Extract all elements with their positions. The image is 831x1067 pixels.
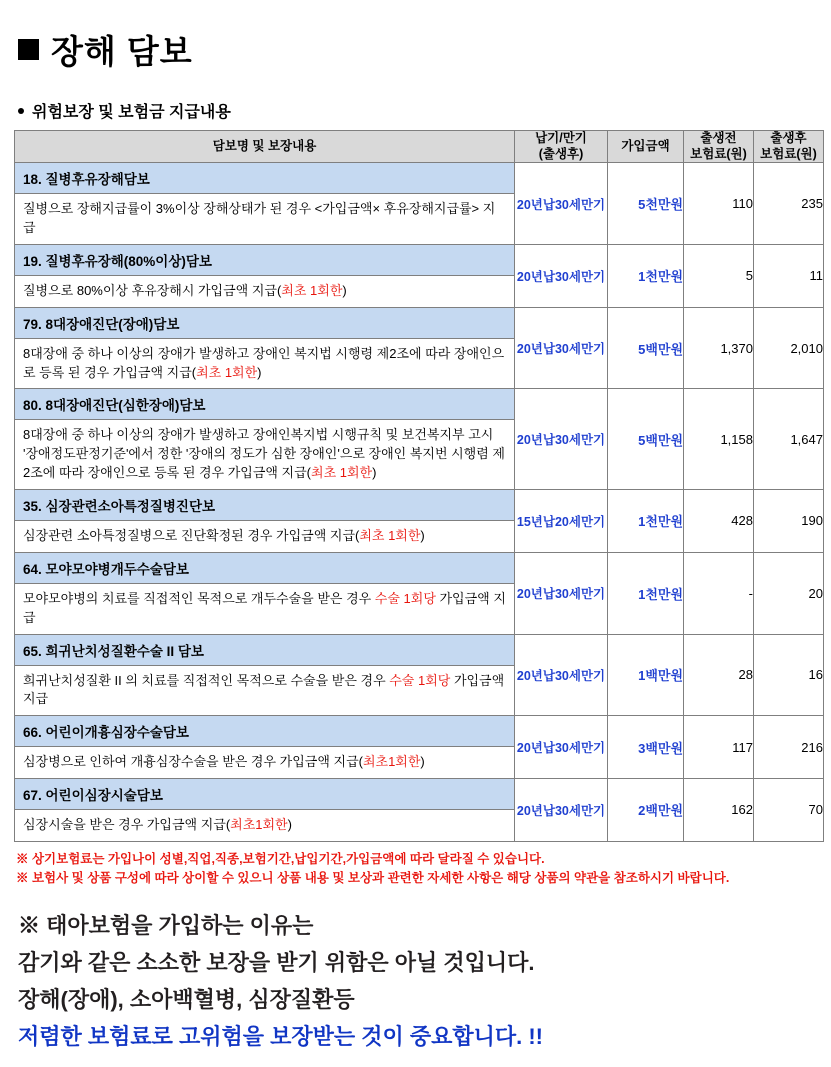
col-header-term-line2: (출생후) [538,146,584,161]
premium-post-birth: 70 [754,779,824,842]
premium-pre-birth: - [684,552,754,634]
table-row [15,552,824,583]
table-row [15,307,824,338]
coverage-amount: 5백만원 [608,389,684,490]
section-subtitle [18,99,823,122]
coverage-description: 심장병으로 인하여 개흉심장수술을 받은 경우 가입금액 지급(최초1회한) [15,747,515,779]
table-header-row [15,131,824,163]
coverage-description-highlight: 수술 1회당 [389,672,451,688]
coverage-description-highlight: 최초 1회한 [359,528,421,543]
col-header-post-line2: 보험료(원) [760,146,817,161]
coverage-description: 심장시술을 받은 경우 가입금액 지급(최초1회한) [15,810,515,842]
coverage-amount: 5백만원 [608,307,684,389]
coverage-amount: 1백만원 [608,634,684,716]
premium-pre-birth: 1,158 [684,389,754,490]
col-header-amount: 가입금액 [608,131,684,163]
premium-post-birth: 16 [754,634,824,716]
premium-post-birth: 2,010 [754,307,824,389]
coverage-term: 20년납30세만기 [515,389,608,490]
coverage-description: 8대장애 중 하나 이상의 장애가 발생하고 장애인 복지법 시행령 제2조에 따라 장애인으로 등록 된 경우 가입금액 지급(최초 1회한) [15,338,515,389]
coverage-description-highlight: 최초 1회한 [311,465,373,481]
coverage-term: 20년납30세만기 [515,634,608,716]
coverage-term: 20년납30세만기 [515,779,608,842]
coverage-name: 64. 모야모야병개두수술담보 [15,552,515,583]
coverage-term: 20년납30세만기 [515,244,608,307]
coverage-term: 20년납30세만기 [515,163,608,245]
page-title [18,26,823,73]
table-row [15,779,824,810]
table-header [15,131,824,163]
coverage-name: 80. 8대장애진단(심한장애)담보 [15,389,515,420]
premium-pre-birth: 428 [684,490,754,553]
closing-message [18,909,823,1053]
coverage-name: 67. 어린이심장시술담보 [15,779,515,810]
table-row [15,634,824,665]
page-title-text: 장해 담보 [51,33,193,70]
table-body [15,163,824,842]
table-row [15,163,824,194]
col-header-pre-line1: 출생전 [700,131,737,145]
premium-post-birth: 216 [754,716,824,779]
coverage-description-highlight: 최초 1회한 [281,282,343,298]
table-row [15,244,824,275]
coverage-name: 65. 희귀난치성질환수술 II 담보 [15,634,515,665]
col-header-post-line1: 출생후 [770,131,807,145]
coverage-amount: 5천만원 [608,163,684,245]
coverage-amount: 2백만원 [608,779,684,842]
footnote-2: ※ 보험사 및 상품 구성에 따라 상이할 수 있으니 상품 내용 및 보상과 관련한 자세한 사항은 해당 상품의 약관을 참조하시기 바랍니다. [16,870,730,885]
coverage-description-highlight: 최초1회한 [230,817,288,833]
coverage-description: 모야모야병의 치료를 직접적인 목적으로 개두수술을 받은 경우 수술 1회당 가입금액 지급 [15,583,515,634]
premium-post-birth: 1,647 [754,389,824,490]
coverage-description: 심장관련 소아특정질병으로 진단확정된 경우 가입금액 지급(최초 1회한) [15,521,515,553]
col-header-pre-premium [684,131,754,163]
closing-line-2: 감기와 같은 소소한 보장을 받기 위함은 아닐 것입니다. [18,950,535,976]
premium-post-birth: 20 [754,552,824,634]
coverage-name: 66. 어린이개흉심장수술담보 [15,716,515,747]
col-header-term-line1: 납기/만기 [535,131,587,145]
closing-line-4: 저렴한 보험료로 고위험을 보장받는 것이 중요합니다. !! [18,1024,543,1050]
coverage-name: 19. 질병후유장해(80%이상)담보 [15,244,515,275]
premium-pre-birth: 5 [684,244,754,307]
coverage-amount: 1천만원 [608,244,684,307]
footnote-1: ※ 상기보험료는 가입나이 성별,직업,직종,보험기간,납입기간,가입금액에 따라 달라질 수 있습니다. [16,851,545,866]
square-bullet-icon [18,39,39,60]
coverage-amount: 1천만원 [608,552,684,634]
table-row [15,490,824,521]
coverage-name: 18. 질병후유장해담보 [15,163,515,194]
coverage-description: 8대장애 중 하나 이상의 장애가 발생하고 장애인복지법 시행규칙 및 보건복지부 고시 '장애정도판정기준'에서 정한 '장애의 정도가 심한 장애인'으로 장애인 복지번 시행렴 제2조에 따라 장애인으로 등록 된 경우 가입금액 지급(최초 1회한) [15,420,515,490]
coverage-description: 질병으로 80%이상 후유장해시 가입금액 지급(최초 1회한) [15,275,515,307]
closing-line-1: ※ 태아보험을 가입하는 이유는 [18,913,314,939]
col-header-post-premium [754,131,824,163]
premium-pre-birth: 28 [684,634,754,716]
coverage-table [14,130,824,842]
premium-post-birth: 235 [754,163,824,245]
coverage-name: 35. 심장관련소아특정질병진단보 [15,490,515,521]
coverage-term: 15년납20세만기 [515,490,608,553]
dot-bullet-icon [18,108,24,114]
coverage-term: 20년납30세만기 [515,552,608,634]
coverage-amount: 3백만원 [608,716,684,779]
col-header-pre-line2: 보험료(원) [690,146,747,161]
premium-pre-birth: 117 [684,716,754,779]
premium-post-birth: 190 [754,490,824,553]
col-header-name: 담보명 및 보장내용 [15,131,515,163]
table-row [15,716,824,747]
coverage-term: 20년납30세만기 [515,307,608,389]
footnotes [16,850,823,888]
premium-pre-birth: 110 [684,163,754,245]
premium-post-birth: 11 [754,244,824,307]
section-subtitle-text: 위험보장 및 보험금 지급내용 [32,104,231,121]
coverage-description-highlight: 수술 1회당 [374,590,436,606]
premium-pre-birth: 162 [684,779,754,842]
coverage-description-highlight: 최초 1회한 [196,364,258,380]
coverage-amount: 1천만원 [608,490,684,553]
coverage-description-highlight: 최초1회한 [362,754,421,770]
table-row [15,389,824,420]
coverage-term: 20년납30세만기 [515,716,608,779]
premium-pre-birth: 1,370 [684,307,754,389]
closing-line-3: 장해(장애), 소아백혈병, 심장질환등 [18,987,355,1013]
coverage-name: 79. 8대장애진단(장애)담보 [15,307,515,338]
coverage-description: 질병으로 장해지급률이 3%이상 장해상태가 된 경우 <가입금액× 후유장해지급률> 지급 [15,194,515,245]
coverage-description: 희귀난치성질환 II 의 치료를 직접적인 목적으로 수술을 받은 경우 수술 1회당 가입금액 지급 [15,665,515,716]
col-header-term [515,131,608,163]
